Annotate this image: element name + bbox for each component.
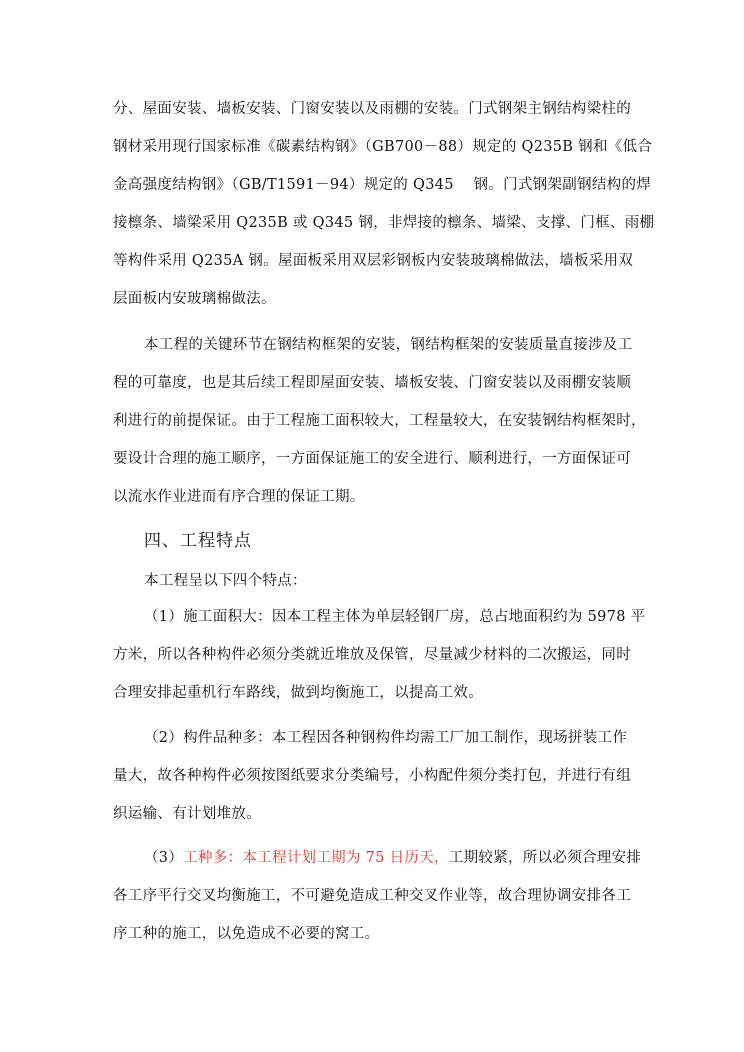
item-3-highlight: 工种多：本工程计划工期为 75 日历天， <box>183 850 449 866</box>
intro-line: 本工程呈以下四个特点： <box>144 573 307 589</box>
item-3-prefix: （3） <box>144 850 184 866</box>
item-1-line-3: 合理安排起重机行车路线，做到均衡施工，以提高工效。 <box>113 685 483 701</box>
paragraph-2-line-4: 要设计合理的施工顺序，一方面保证施工的安全进行、顺利进行，一方面保证可 <box>113 451 631 467</box>
item-2-line-1: （2）构件品种多：本工程因各种钢构件均需工厂加工制作，现场拼装工作 <box>144 730 628 746</box>
item-3-line-2: 各工序平行交叉均衡施工，不可避免造成工种交叉作业等，故合理协调安排各工 <box>113 888 631 904</box>
paragraph-1-line-4: 接檩条、墙梁采用 Q235B 或 Q345 钢，非焊接的檩条、墙梁、支撑、门框、雨棚 <box>113 215 655 231</box>
paragraph-2-line-1: 本工程的关键环节在钢结构框架的安装，钢结构框架的安装质量直接涉及工 <box>144 337 633 353</box>
item-3-rest: 工期较紧，所以必须合理安排 <box>448 850 642 866</box>
item-1-line-2: 方米，所以各种构件必须分类就近堆放及保管，尽量减少材料的二次搬运，同时 <box>113 647 631 663</box>
paragraph-1-line-6: 层面板内安玻璃棉做法。 <box>113 291 276 307</box>
paragraph-2-line-3: 利进行的前提保证。由于工程施工面积较大，工程量较大，在安装钢结构框架时， <box>113 413 646 429</box>
item-2-line-3: 织运输、有计划堆放。 <box>113 806 261 822</box>
item-3-line-1 <box>144 848 644 868</box>
section-heading: 四、工程特点 <box>144 531 252 551</box>
item-2-line-2: 量大，故各种构件必须按图纸要求分类编号，小构配件须分类打包，并进行有组 <box>113 768 631 784</box>
paragraph-1-line-5: 等构件采用 Q235A 钢。屋面板采用双层彩钢板内安装玻璃棉做法，墙板采用双 <box>113 253 634 269</box>
paragraph-1-line-2: 钢材采用现行国家标准《碳素结构钢》（GB700－88）规定的 Q235B 钢和《低合 <box>113 139 653 155</box>
paragraph-1-line-1: 分、屋面安装、墙板安装、门窗安装以及雨棚的安装。门式钢架主钢结构梁柱的 <box>113 101 631 117</box>
item-1-line-1: （1）施工面积大：因本工程主体为单层轻钢厂房，总占地面积约为 5978 平 <box>144 609 646 625</box>
paragraph-2-line-5: 以流水作业进而有序合理的保证工期。 <box>113 489 365 505</box>
paragraph-1-line-3: 金高强度结构钢》（GB/T1591－94）规定的 Q345 钢。门式钢架副钢结构的焊 <box>113 177 652 193</box>
item-3-line-3: 序工种的施工，以免造成不必要的窝工。 <box>113 926 380 942</box>
paragraph-2-line-2: 程的可靠度，也是其后续工程即屋面安装、墙板安装、门窗安装以及雨棚安装顺 <box>113 375 631 391</box>
